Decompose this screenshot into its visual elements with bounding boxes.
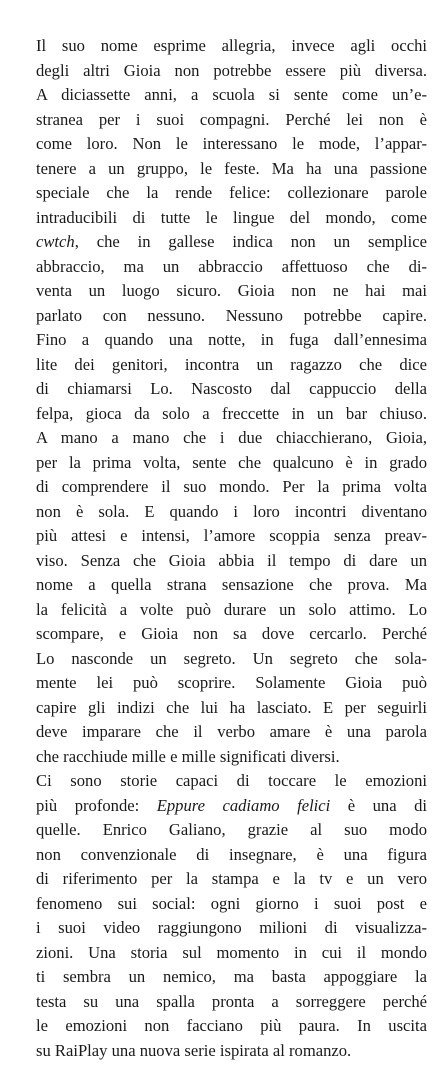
blurb-text xyxy=(36,34,427,1063)
text-segment: di chiamarsi Lo. Nascosto dal cappuccio della xyxy=(36,379,427,398)
text-line xyxy=(36,573,427,598)
text-segment: capire gli indizi che lui ha lasciato. E per seguirli xyxy=(36,697,427,717)
text-segment: stranea per i suoi compagni. Perché lei non è xyxy=(36,109,427,129)
text-segment: che racchiude mille e mille significati diversi. xyxy=(36,746,340,766)
text-line xyxy=(36,59,427,84)
text-segment: fenomeno sui social: ogni giorno i suoi post e xyxy=(36,893,427,913)
text-segment: le emozioni non facciano più paura. In uscita xyxy=(36,1016,427,1035)
text-line xyxy=(36,965,427,990)
text-segment: Ci sono storie capaci di toccare le emozioni xyxy=(36,771,427,790)
text-segment: Il suo nome esprime allegria, invece agli occhi xyxy=(36,36,427,55)
text-line xyxy=(36,549,427,574)
text-segment: nome a quella strana sensazione che prova. Ma xyxy=(36,575,427,594)
text-line xyxy=(36,598,427,623)
text-segment: degli altri Gioia non potrebbe essere più diversa. xyxy=(36,60,427,80)
text-line xyxy=(36,206,427,231)
text-line xyxy=(36,867,427,892)
text-line xyxy=(36,500,427,525)
text-line xyxy=(36,818,427,843)
text-segment: quelle. Enrico Galiano, grazie al suo modo xyxy=(36,820,427,839)
text-segment: non convenzionale di insegnare, è una figura xyxy=(36,844,427,864)
text-line xyxy=(36,230,427,255)
text-segment: intraducibili di tutte le lingue del mondo, come xyxy=(36,207,427,227)
text-segment: deve imparare che il verbo amare è una parola xyxy=(36,722,427,741)
text-segment: A diciassette anni, a scuola si sente come un’e- xyxy=(36,85,427,104)
text-segment: per la prima volta, sente che qualcuno è in grado xyxy=(36,452,427,472)
text-line xyxy=(36,353,427,378)
text-line xyxy=(36,745,427,770)
text-segment: più profonde: xyxy=(36,795,157,815)
text-line xyxy=(36,892,427,917)
text-segment: parlato con nessuno. Nessuno potrebbe capire. xyxy=(36,305,427,325)
text-line xyxy=(36,990,427,1015)
text-segment: più attesi e intensi, l’amore scoppia senza preav- xyxy=(36,526,427,545)
text-line xyxy=(36,83,427,108)
text-segment: zioni. Una storia sul momento in cui il mondo xyxy=(36,942,427,962)
text-line xyxy=(36,647,427,672)
text-line xyxy=(36,426,427,451)
text-segment: è una di xyxy=(330,795,427,815)
text-line xyxy=(36,475,427,500)
italic-title: cwtch xyxy=(36,232,75,251)
text-line xyxy=(36,769,427,794)
text-segment: viso. Senza che Gioia abbia il tempo di dare un xyxy=(36,550,427,570)
text-segment: Fino a quando una notte, in fuga dall’ennesima xyxy=(36,330,427,349)
text-segment: speciale che la rende felice: collezionare parole xyxy=(36,183,427,202)
text-line xyxy=(36,255,427,280)
text-segment: lite dei genitori, incontra un ragazzo che dice xyxy=(36,354,427,374)
paragraph-1 xyxy=(36,34,427,769)
text-segment: ti sembra un nemico, ma basta appoggiare la xyxy=(36,967,427,986)
text-line xyxy=(36,794,427,819)
text-segment: su RaiPlay una nuova serie ispirata al romanzo. xyxy=(36,1040,352,1060)
text-line xyxy=(36,720,427,745)
text-line xyxy=(36,377,427,402)
italic-title: Eppure cadiamo felici xyxy=(156,795,331,815)
text-line xyxy=(36,157,427,182)
text-line xyxy=(36,524,427,549)
text-segment: i suoi video raggiungono milioni di visualizza- xyxy=(36,918,427,937)
text-line xyxy=(36,304,427,329)
text-segment: A mano a mano che i due chiacchierano, Gioia, xyxy=(36,428,427,447)
text-segment: tenere a un gruppo, le feste. Ma ha una passione xyxy=(36,158,427,178)
text-line xyxy=(36,622,427,647)
text-line xyxy=(36,402,427,427)
text-segment: felpa, gioca da solo a freccette in un bar chiuso. xyxy=(36,403,427,423)
text-line xyxy=(36,696,427,721)
text-segment: mente lei può scoprire. Solamente Gioia può xyxy=(36,673,427,692)
text-segment: la felicità a volte può durare un solo attimo. Lo xyxy=(36,599,427,619)
text-segment: non è sola. E quando i loro incontri diventano xyxy=(36,501,427,521)
text-line xyxy=(36,108,427,133)
text-segment: testa su una spalla pronta a sorreggere perché xyxy=(36,991,427,1011)
text-line xyxy=(36,34,427,59)
text-segment: scompare, e Gioia non sa dove cercarlo. Perché xyxy=(36,624,427,643)
text-line xyxy=(36,916,427,941)
text-segment: di riferimento per la stampa e la tv e un vero xyxy=(36,869,427,888)
text-segment: venta un luogo sicuro. Gioia non ne hai mai xyxy=(36,281,427,300)
text-line xyxy=(36,451,427,476)
text-segment: abbraccio, ma un abbraccio affettuoso che di- xyxy=(36,256,427,276)
paragraph-2 xyxy=(36,769,427,1063)
text-line xyxy=(36,941,427,966)
text-segment: di comprendere il suo mondo. Per la prima volta xyxy=(36,477,427,496)
text-segment: Lo nasconde un segreto. Un segreto che sola- xyxy=(36,648,427,668)
text-line xyxy=(36,1039,427,1064)
text-line xyxy=(36,279,427,304)
text-line xyxy=(36,132,427,157)
text-line xyxy=(36,1014,427,1039)
text-line xyxy=(36,671,427,696)
text-segment: , che in gallese indica non un semplice xyxy=(74,232,427,251)
text-segment: come loro. Non le interessano le mode, l’appar- xyxy=(36,134,427,153)
text-line xyxy=(36,181,427,206)
text-line xyxy=(36,328,427,353)
text-line xyxy=(36,843,427,868)
